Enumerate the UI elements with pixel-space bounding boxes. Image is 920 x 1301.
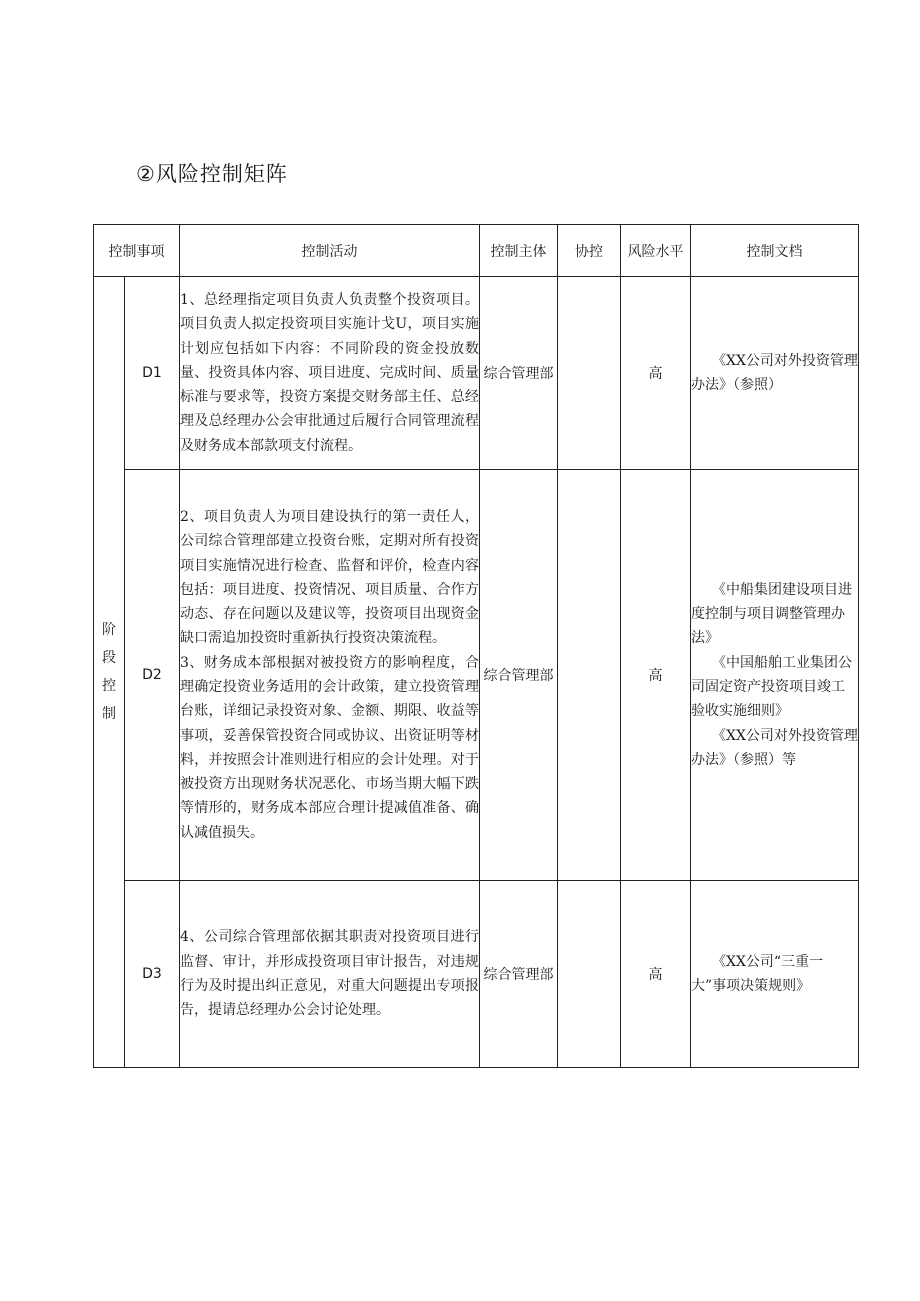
- control-owner: 综合管理部: [480, 277, 558, 470]
- control-docs: [691, 470, 859, 881]
- activity-paragraph: 3、财务成本部根据对被投资方的影响程度，合理确定投资业务适用的会计政策，建立投资管理台账，详细记录投资对象、金额、期限、收益等事项，妥善保管投资合同或协议、出资证明等材料，并按照会计准则进行相应的会计处理。对于被投资方出现财务状况恶化、市场当期大幅下跌等情形的，财务成本部应合理计提减值准备、确认减值损失。: [180, 654, 479, 841]
- assist-cell: [558, 470, 621, 881]
- activity-paragraph: 4、公司综合管理部依据其职责对投资项目进行监督、审计，并形成投资项目审计报告，对违规行为及时提出纠正意见，对重大问题提出专项报告，提请总经理办公会讨论处理。: [180, 929, 479, 1019]
- doc-reference: 《中船集团建设项目进度控制与项目调整管理办法》: [691, 581, 852, 647]
- section-title: ②风险控制矩阵: [136, 162, 288, 186]
- control-code: D1: [125, 277, 180, 470]
- control-activity: [180, 470, 480, 881]
- risk-level: 高: [621, 881, 691, 1068]
- control-owner: 综合管理部: [480, 881, 558, 1068]
- stage-label-text: 阶段控制: [102, 622, 116, 722]
- activity-paragraph: 1、总经理指定项目负责人负责整个投资项目。项目负责人拟定投资项目实施计戈U，项目实施计划应包括如下内容：不同阶段的资金投放数量、投资具体内容、项目进度、完成时间、质量标准与要求等，投资方案提交财务部主任、总经理及总经理办公会审批通过后履行合同管理流程及财务成本部款项支付流程。: [180, 291, 479, 454]
- control-code: D3: [125, 881, 180, 1068]
- assist-cell: [558, 881, 621, 1068]
- control-docs: [691, 881, 859, 1068]
- doc-reference: 《XX公司“三重一大”事项决策规则》: [691, 953, 824, 994]
- control-activity: [180, 881, 480, 1068]
- risk-level: 高: [621, 470, 691, 881]
- table-row: [94, 277, 859, 470]
- table-row: [94, 881, 859, 1068]
- header-control-docs: 控制文档: [691, 225, 859, 277]
- assist-cell: [558, 277, 621, 470]
- risk-level: 高: [621, 277, 691, 470]
- control-docs: [691, 277, 859, 470]
- header-control-owner: 控制主体: [480, 225, 558, 277]
- table-row: [94, 470, 859, 881]
- header-assist: 协控: [558, 225, 621, 277]
- header-control-item: 控制事项: [94, 225, 180, 277]
- doc-reference: 《XX公司对外投资管理办法》（参照）: [691, 352, 858, 393]
- control-owner: 综合管理部: [480, 470, 558, 881]
- stage-label: [94, 277, 125, 1068]
- header-row: [94, 225, 859, 277]
- doc-reference: 《中国船舶工业集团公司固定资产投资项目竣工验收实施细则》: [691, 654, 852, 720]
- doc-reference: 《XX公司对外投资管理办法》（参照）等: [691, 727, 858, 768]
- header-control-activity: 控制活动: [180, 225, 480, 277]
- activity-paragraph: 2、项目负责人为项目建设执行的第一责任人，公司综合管理部建立投资台账，定期对所有投资项目实施情况进行检查、监督和评价，检查内容包括：项目进度、投资情况、项目质量、合作方动态、存在问题以及建议等，投资项目出现资金缺口需追加投资时重新执行投资决策流程。: [180, 508, 479, 647]
- control-activity: [180, 277, 480, 470]
- control-code: D2: [125, 470, 180, 881]
- risk-control-matrix: [93, 224, 859, 1068]
- header-risk-level: 风险水平: [621, 225, 691, 277]
